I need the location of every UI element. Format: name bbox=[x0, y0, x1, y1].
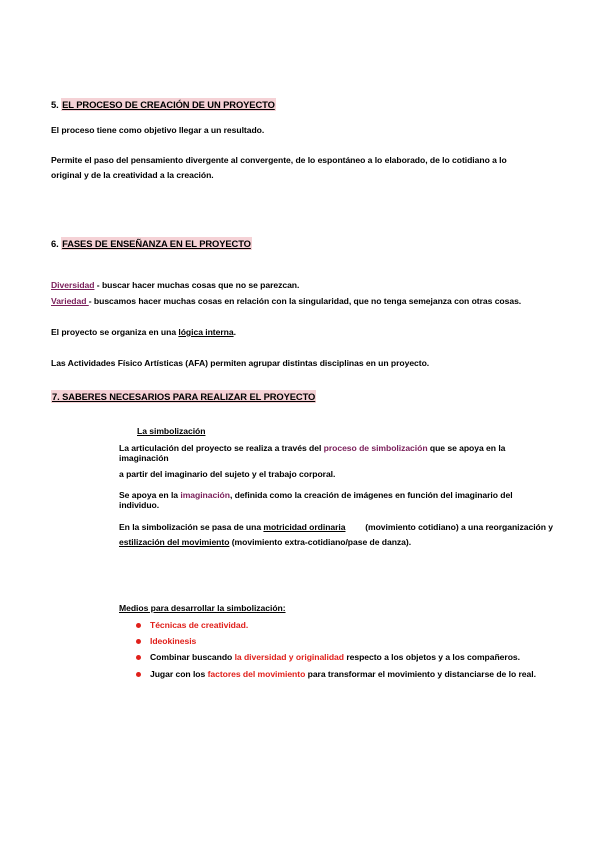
underlined-term: lógica interna bbox=[178, 327, 234, 337]
underlined-term: motricidad ordinaria bbox=[263, 522, 346, 532]
section-5-paragraph-2 bbox=[51, 155, 551, 181]
paragraph-line: Permite el paso del pensamiento divergente al convergente, de lo espontáneo a lo elaborado, de lo cotidiano a lo bbox=[51, 155, 507, 165]
list-item-text: Técnicas de creatividad. bbox=[150, 620, 249, 630]
section-7-subtitle: La simbolización bbox=[137, 426, 206, 436]
list-item: Jugar con los factores del movimiento para transformar el movimiento y distanciarse de lo real. bbox=[136, 669, 556, 685]
list-item bbox=[136, 620, 556, 636]
section-5-title: EL PROCESO DE CREACIÓN DE UN PROYECTO bbox=[62, 99, 275, 110]
section-6-paragraph-3: El proyecto se organiza en una lógica interna. bbox=[51, 327, 236, 337]
section-7-title: 7. SABERES NECESARIOS PARA REALIZAR EL PROYECTO bbox=[52, 391, 316, 402]
list-item bbox=[136, 636, 556, 652]
line-start: En la simbolización se pasa de una motricidad ordinaria bbox=[119, 522, 346, 532]
underlined-term: estilización del movimiento bbox=[119, 537, 230, 548]
line-end: (movimiento cotidiano) a una reorganización y bbox=[365, 522, 553, 532]
section-7-paragraph-1 bbox=[119, 443, 553, 479]
highlight-term: proceso de simbolización bbox=[323, 443, 428, 453]
term-label: Diversidad bbox=[51, 280, 95, 290]
list-item-text: Ideokinesis bbox=[150, 636, 197, 647]
section-5-paragraph-1: El proceso tiene como objetivo llegar a un resultado. bbox=[51, 125, 265, 135]
red-term: factores del movimiento bbox=[207, 668, 306, 679]
paragraph-line bbox=[119, 522, 553, 532]
highlight-term: imaginación bbox=[180, 490, 230, 500]
term-label: Variedad bbox=[51, 296, 89, 306]
term-variedad bbox=[51, 296, 551, 306]
section-6-paragraph-4: Las Actividades Físico Artísticas (AFA) permiten agrupar distintas disciplinas en un proyecto. bbox=[51, 358, 430, 368]
medios-title: Medios para desarrollar la simbolización: bbox=[119, 603, 286, 613]
paragraph-line: La articulación del proyecto se realiza a través del proceso de simbolización que se apoya en la imaginación bbox=[119, 443, 506, 464]
red-term: la diversidad y originalidad bbox=[234, 652, 344, 663]
paragraph-line: estilización del movimiento (movimiento extra-cotidiano/pase de danza). bbox=[119, 537, 412, 548]
bullet-icon bbox=[136, 623, 141, 628]
medios-list bbox=[136, 620, 556, 685]
bullet-icon bbox=[136, 672, 141, 677]
section-7-paragraph-3 bbox=[119, 522, 553, 548]
section-7-heading bbox=[51, 391, 551, 402]
paragraph-line: a partir del imaginario del sujeto y el trabajo corporal. bbox=[119, 468, 336, 479]
section-5-heading: 5. EL PROCESO DE CREACIÓN DE UN PROYECTO bbox=[51, 99, 275, 110]
bullet-icon bbox=[136, 639, 141, 644]
term-definition: - buscar hacer muchas cosas que no se parezcan. bbox=[94, 280, 300, 290]
list-item: Combinar buscando la diversidad y originalidad respecto a los objetos y a los compañeros. bbox=[136, 652, 556, 668]
term-definition: - buscamos hacer muchas cosas en relación con la singularidad, que no tenga semejanza con otras cosas. bbox=[88, 296, 522, 306]
section-6-title: FASES DE ENSEÑANZA EN EL PROYECTO bbox=[62, 238, 251, 249]
section-7-paragraph-2: Se apoya en la imaginación, definida como la creación de imágenes en función del imaginario del individuo. bbox=[119, 490, 513, 511]
section-6-heading: 6. FASES DE ENSEÑANZA EN EL PROYECTO bbox=[51, 238, 251, 249]
bullet-icon bbox=[136, 655, 141, 660]
paragraph-line: original y de la creatividad a la creación. bbox=[51, 170, 214, 181]
term-diversidad bbox=[51, 280, 551, 290]
